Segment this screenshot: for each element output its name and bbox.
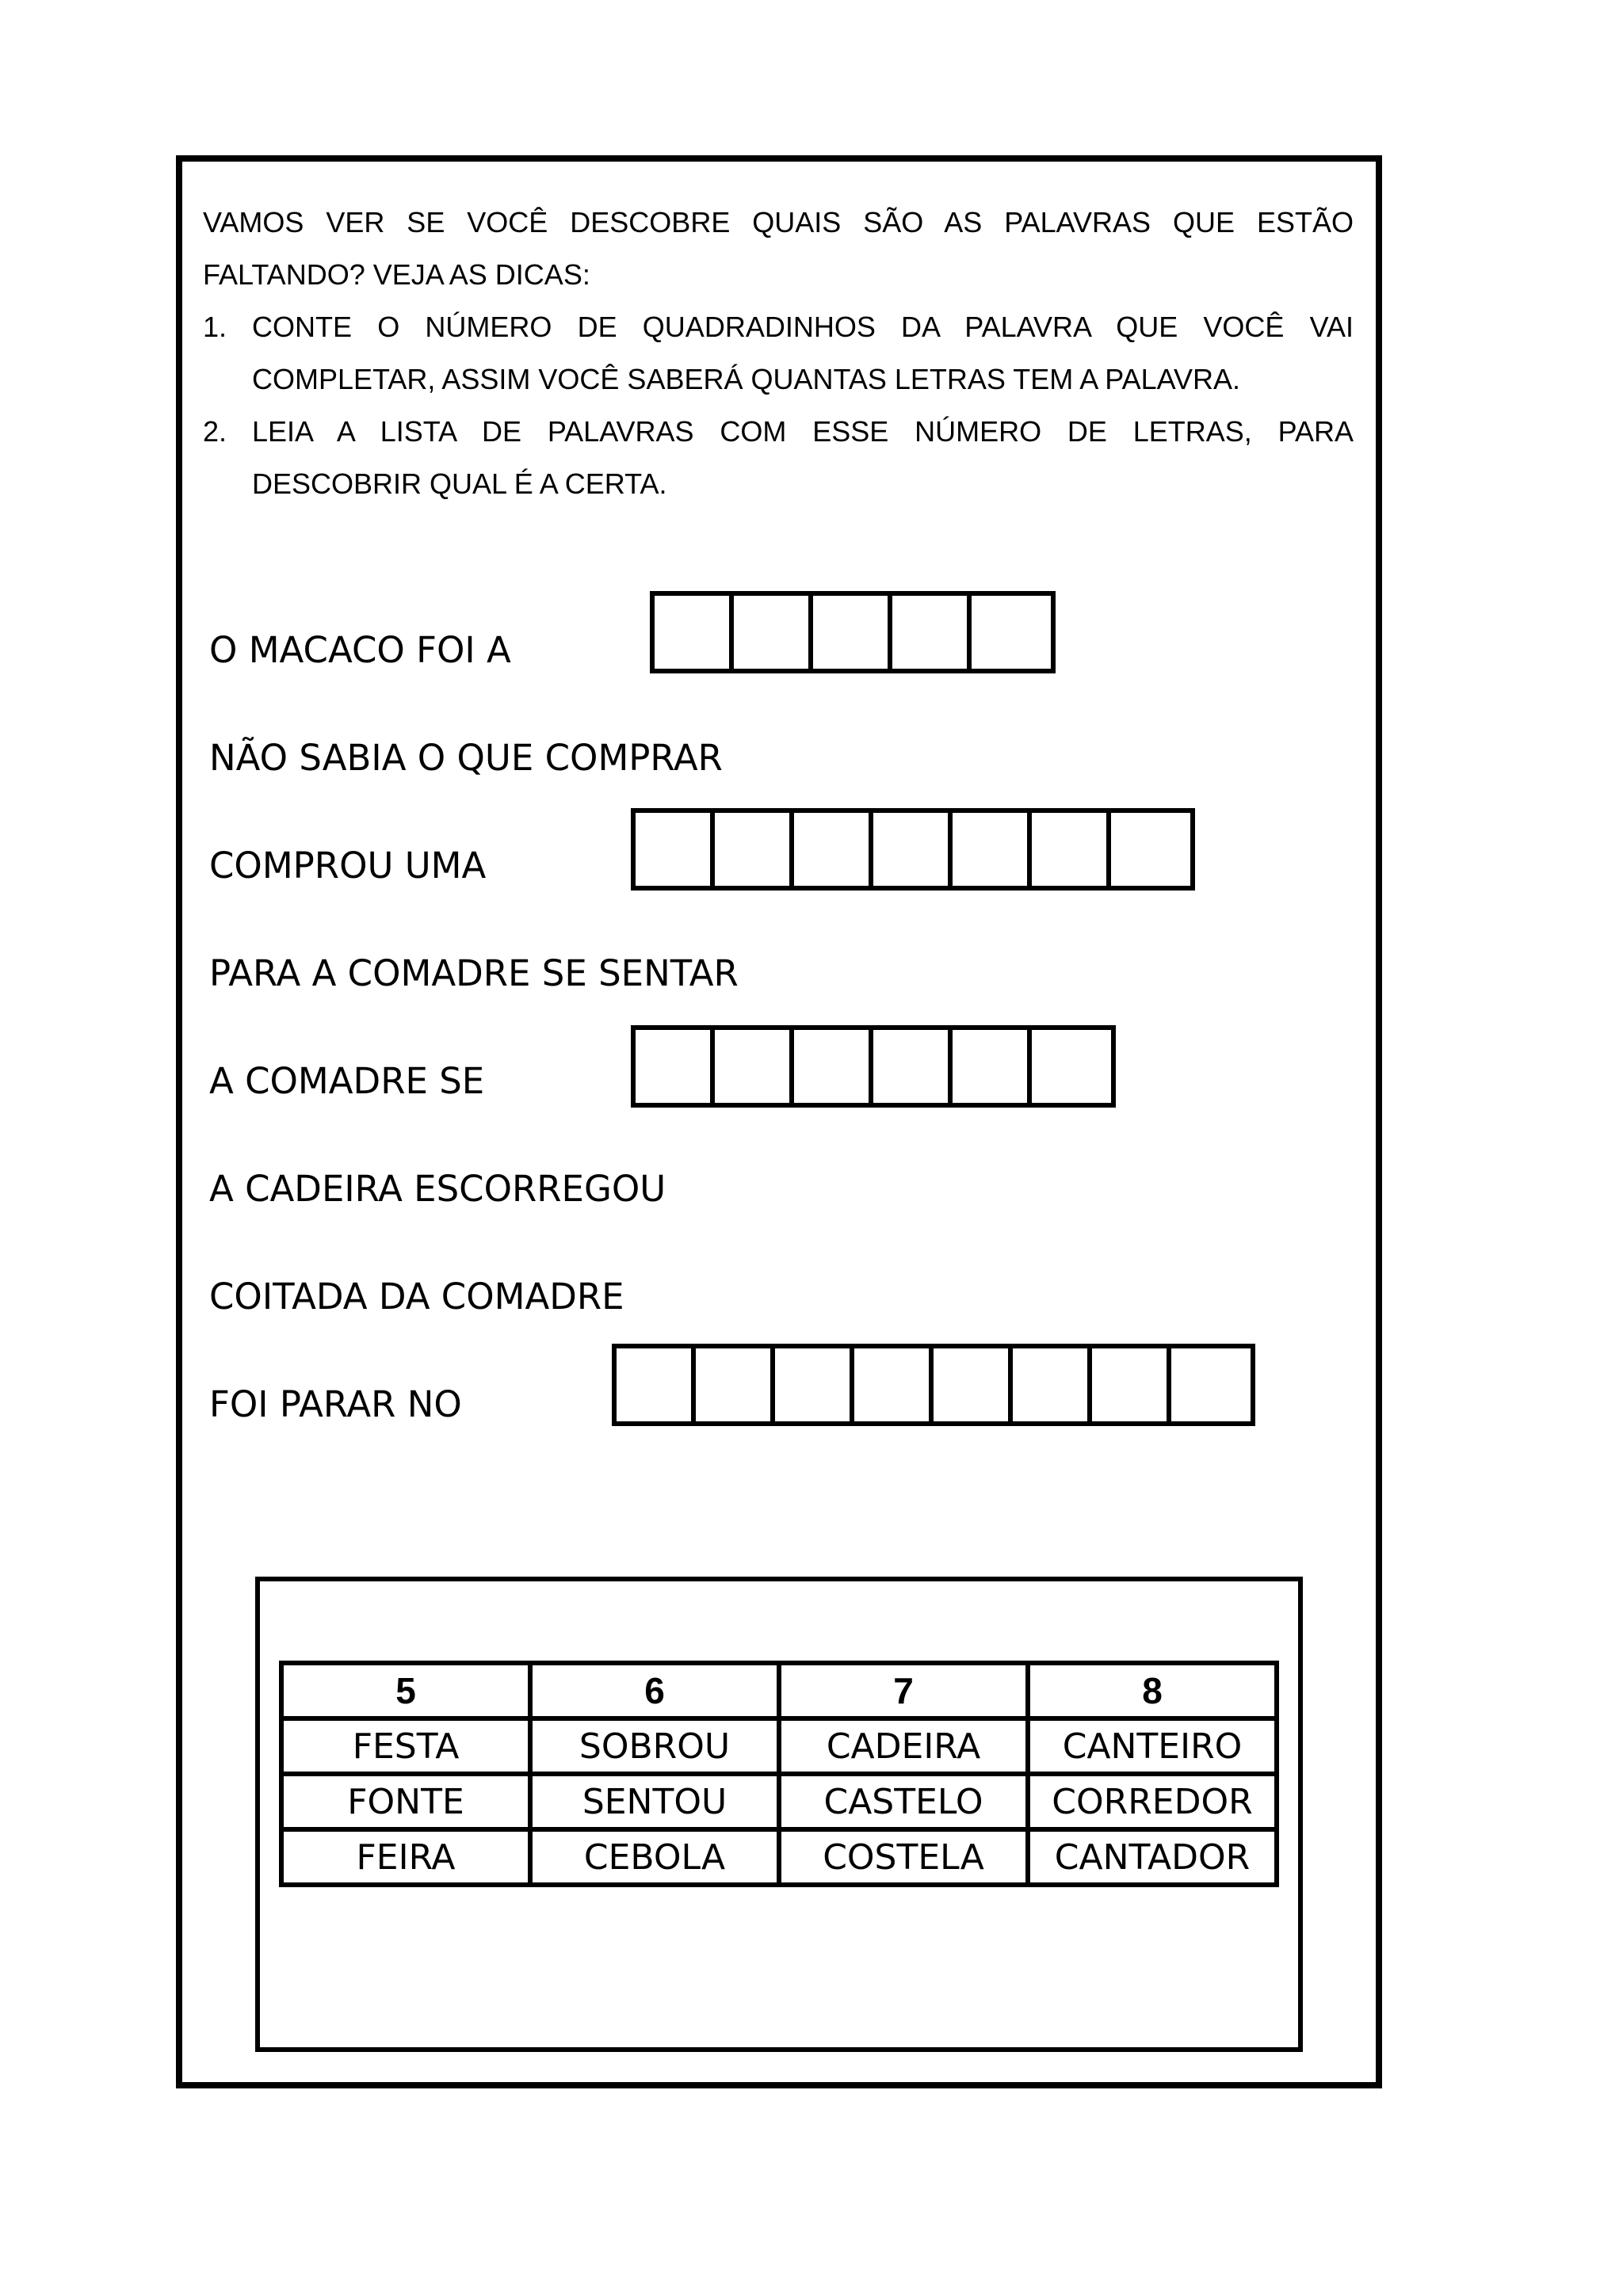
poem-line-4: PARA A COMADRE SE SENTAR — [209, 952, 739, 994]
word-cell: SENTOU — [530, 1774, 779, 1829]
letter-box[interactable] — [794, 1030, 873, 1103]
word-cell: FESTA — [281, 1718, 530, 1774]
letter-box[interactable] — [715, 813, 794, 886]
poem-line-3: COMPROU UMA — [209, 845, 487, 887]
letter-box[interactable] — [953, 1030, 1032, 1103]
letter-box[interactable] — [715, 1030, 794, 1103]
header-6-letters: 6 — [530, 1663, 779, 1718]
word-cell: CEBOLA — [530, 1829, 779, 1885]
letter-box[interactable] — [775, 1348, 854, 1421]
letter-box[interactable] — [1111, 813, 1190, 886]
answer-boxes-4[interactable] — [612, 1344, 1255, 1426]
table-row — [281, 1718, 1277, 1774]
letter-box[interactable] — [873, 813, 953, 886]
word-cell: SOBROU — [530, 1718, 779, 1774]
letter-box[interactable] — [813, 596, 892, 669]
tip-1-line-2: COMPLETAR, ASSIM VOCÊ SABERÁ QUANTAS LETRAS TEM A PALAVRA. — [252, 363, 1241, 395]
letter-box[interactable] — [1032, 813, 1111, 886]
table-row — [281, 1774, 1277, 1829]
word-bank-header-row — [281, 1663, 1277, 1718]
letter-box[interactable] — [655, 596, 734, 669]
poem-line-2: NÃO SABIA O QUE COMPRAR — [209, 737, 723, 779]
poem-line-5: A COMADRE SE — [209, 1060, 485, 1102]
word-cell: COSTELA — [779, 1829, 1028, 1885]
poem-line-7: COITADA DA COMADRE — [209, 1276, 624, 1318]
letter-box[interactable] — [873, 1030, 953, 1103]
poem-line-6: A CADEIRA ESCORREGOU — [209, 1168, 666, 1210]
word-bank-table — [279, 1661, 1279, 1887]
header-5-letters: 5 — [281, 1663, 530, 1718]
poem-line-8: FOI PARAR NO — [209, 1383, 462, 1425]
instructions — [203, 196, 1354, 510]
tip-2-number: 2. — [203, 415, 227, 448]
tip-2-line-2: DESCOBRIR QUAL É A CERTA. — [252, 467, 667, 500]
tip-2 — [203, 406, 1354, 510]
header-8-letters: 8 — [1028, 1663, 1277, 1718]
letter-box[interactable] — [636, 1030, 715, 1103]
letter-box[interactable] — [617, 1348, 696, 1421]
tip-1-number: 1. — [203, 311, 227, 343]
tip-1-line-1: CONTE O NÚMERO DE QUADRADINHOS DA PALAVRA QUE VOCÊ VAI — [252, 311, 1354, 343]
table-row — [281, 1829, 1277, 1885]
word-cell: CANTADOR — [1028, 1829, 1277, 1885]
tip-2-line-1: LEIA A LISTA DE PALAVRAS COM ESSE NÚMERO DE LETRAS, PARA — [252, 415, 1354, 448]
letter-box[interactable] — [1032, 1030, 1111, 1103]
word-cell: CORREDOR — [1028, 1774, 1277, 1829]
poem-line-1: O MACACO FOI A — [209, 629, 511, 671]
letter-box[interactable] — [696, 1348, 775, 1421]
letter-box[interactable] — [1092, 1348, 1171, 1421]
answer-boxes-2[interactable] — [631, 808, 1195, 891]
word-cell: CASTELO — [779, 1774, 1028, 1829]
letter-box[interactable] — [953, 813, 1032, 886]
letter-box[interactable] — [636, 813, 715, 886]
letter-box[interactable] — [892, 596, 972, 669]
letter-box[interactable] — [972, 596, 1051, 669]
word-cell: CANTEIRO — [1028, 1718, 1277, 1774]
instructions-intro-line-2: FALTANDO? VEJA AS DICAS: — [203, 258, 590, 291]
letter-box[interactable] — [794, 813, 873, 886]
word-cell: FONTE — [281, 1774, 530, 1829]
letter-box[interactable] — [934, 1348, 1013, 1421]
letter-box[interactable] — [854, 1348, 934, 1421]
word-cell: CADEIRA — [779, 1718, 1028, 1774]
letter-box[interactable] — [1171, 1348, 1251, 1421]
tip-1 — [203, 301, 1354, 406]
letter-box[interactable] — [1013, 1348, 1092, 1421]
header-7-letters: 7 — [779, 1663, 1028, 1718]
answer-boxes-1[interactable] — [650, 591, 1056, 673]
word-cell: FEIRA — [281, 1829, 530, 1885]
letter-box[interactable] — [734, 596, 813, 669]
instructions-intro-line-1: VAMOS VER SE VOCÊ DESCOBRE QUAIS SÃO AS PALAVRAS QUE ESTÃO — [203, 206, 1354, 238]
answer-boxes-3[interactable] — [631, 1025, 1116, 1108]
